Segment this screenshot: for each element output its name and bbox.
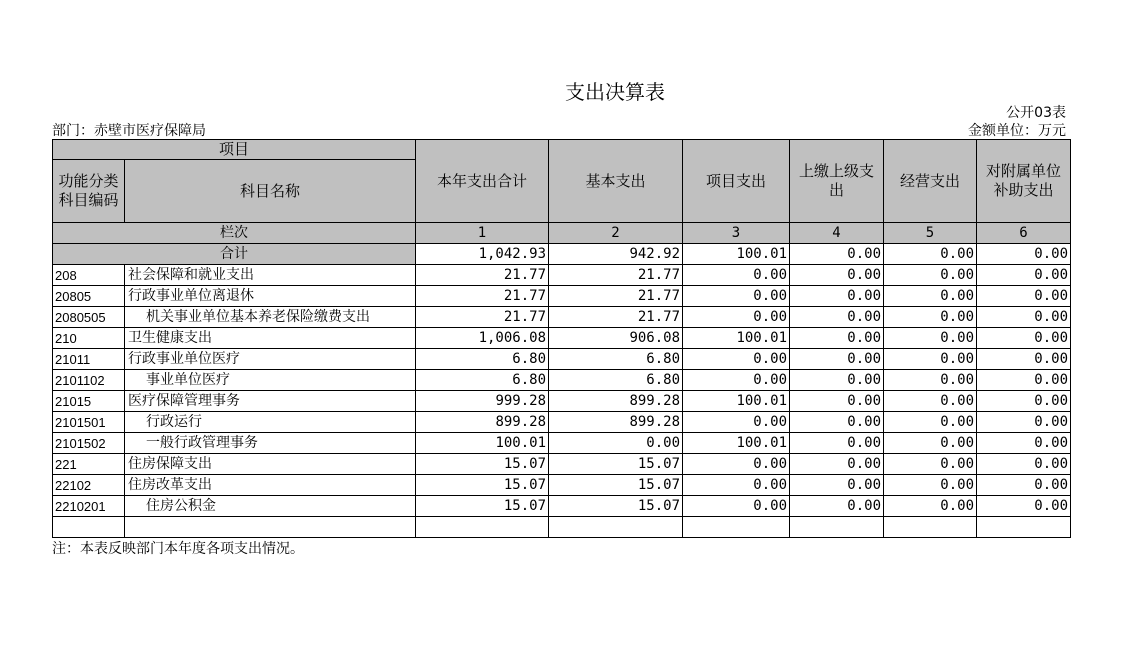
table-row	[53, 496, 1071, 517]
row-value-remit-to-superior: 0.00	[790, 286, 884, 307]
row-value-project-expenditure: 0.00	[683, 265, 790, 286]
row-code: 21015	[53, 391, 125, 412]
row-value-project-expenditure: 0.00	[683, 286, 790, 307]
expenditure-table	[52, 139, 1071, 538]
row-value-total-expenditure: 15.07	[416, 454, 549, 475]
row-value-business-expenditure: 0.00	[884, 496, 977, 517]
table-row	[53, 286, 1071, 307]
row-name: 机关事业单位基本养老保险缴费支出	[125, 307, 416, 328]
row-value-basic-expenditure: 0.00	[549, 433, 683, 454]
total-value-project-expenditure: 100.01	[683, 244, 790, 265]
row-value-subsidy-to-affiliates: 0.00	[977, 433, 1071, 454]
header-project-expenditure: 项目支出	[683, 140, 790, 223]
row-name: 事业单位医疗	[125, 370, 416, 391]
row-code: 2101502	[53, 433, 125, 454]
row-code: 210	[53, 328, 125, 349]
total-row	[53, 244, 1071, 265]
total-value-basic-expenditure: 942.92	[549, 244, 683, 265]
row-value-total-expenditure: 21.77	[416, 265, 549, 286]
total-value-total-expenditure: 1,042.93	[416, 244, 549, 265]
empty-cell	[125, 517, 416, 538]
table-row	[53, 349, 1071, 370]
empty-cell	[977, 517, 1071, 538]
row-value-project-expenditure: 0.00	[683, 412, 790, 433]
table-row	[53, 412, 1071, 433]
row-value-business-expenditure: 0.00	[884, 433, 977, 454]
row-value-basic-expenditure: 899.28	[549, 391, 683, 412]
row-name: 住房改革支出	[125, 475, 416, 496]
row-value-project-expenditure: 0.00	[683, 475, 790, 496]
row-code: 22102	[53, 475, 125, 496]
row-value-remit-to-superior: 0.00	[790, 265, 884, 286]
row-value-business-expenditure: 0.00	[884, 307, 977, 328]
column-index-6: 6	[977, 223, 1071, 244]
row-value-project-expenditure: 100.01	[683, 433, 790, 454]
row-value-remit-to-superior: 0.00	[790, 307, 884, 328]
row-name: 行政事业单位离退休	[125, 286, 416, 307]
table-body	[53, 265, 1071, 517]
row-value-project-expenditure: 100.01	[683, 328, 790, 349]
row-name: 行政事业单位医疗	[125, 349, 416, 370]
header-code-column: 功能分类科目编码	[53, 160, 125, 223]
table-footer	[53, 517, 1071, 538]
table-row	[53, 475, 1071, 496]
row-value-project-expenditure: 0.00	[683, 349, 790, 370]
header-subsidy-to-affiliates: 对附属单位补助支出	[977, 140, 1071, 223]
row-value-basic-expenditure: 6.80	[549, 370, 683, 391]
row-value-remit-to-superior: 0.00	[790, 496, 884, 517]
department-label: 部门：赤壁市医疗保障局	[52, 123, 206, 139]
total-value-remit-to-superior: 0.00	[790, 244, 884, 265]
row-name: 住房公积金	[125, 496, 416, 517]
total-value-business-expenditure: 0.00	[884, 244, 977, 265]
row-value-subsidy-to-affiliates: 0.00	[977, 265, 1071, 286]
row-value-business-expenditure: 0.00	[884, 454, 977, 475]
row-code: 2101102	[53, 370, 125, 391]
row-value-total-expenditure: 899.28	[416, 412, 549, 433]
row-value-remit-to-superior: 0.00	[790, 391, 884, 412]
row-value-project-expenditure: 0.00	[683, 496, 790, 517]
header-item-group: 项目	[53, 140, 416, 160]
table-row	[53, 391, 1071, 412]
row-name: 住房保障支出	[125, 454, 416, 475]
row-value-total-expenditure: 6.80	[416, 349, 549, 370]
empty-cell	[884, 517, 977, 538]
footnote: 注：本表反映部门本年度各项支出情况。	[52, 541, 304, 557]
row-value-remit-to-superior: 0.00	[790, 370, 884, 391]
row-value-business-expenditure: 0.00	[884, 370, 977, 391]
column-index-5: 5	[884, 223, 977, 244]
row-value-basic-expenditure: 6.80	[549, 349, 683, 370]
row-name: 一般行政管理事务	[125, 433, 416, 454]
row-value-basic-expenditure: 21.77	[549, 265, 683, 286]
row-value-remit-to-superior: 0.00	[790, 433, 884, 454]
row-value-total-expenditure: 6.80	[416, 370, 549, 391]
row-value-subsidy-to-affiliates: 0.00	[977, 454, 1071, 475]
row-value-remit-to-superior: 0.00	[790, 349, 884, 370]
row-value-basic-expenditure: 906.08	[549, 328, 683, 349]
table-row	[53, 307, 1071, 328]
row-name: 卫生健康支出	[125, 328, 416, 349]
column-index-1: 1	[416, 223, 549, 244]
column-index-row	[53, 223, 1071, 244]
empty-cell	[683, 517, 790, 538]
row-value-subsidy-to-affiliates: 0.00	[977, 370, 1071, 391]
table-row	[53, 265, 1071, 286]
amount-unit-label: 金额单位：万元	[968, 123, 1066, 139]
header-total-expenditure: 本年支出合计	[416, 140, 549, 223]
column-index-4: 4	[790, 223, 884, 244]
row-code: 2210201	[53, 496, 125, 517]
row-value-basic-expenditure: 15.07	[549, 454, 683, 475]
row-value-total-expenditure: 1,006.08	[416, 328, 549, 349]
row-value-total-expenditure: 21.77	[416, 307, 549, 328]
row-value-business-expenditure: 0.00	[884, 328, 977, 349]
row-value-basic-expenditure: 15.07	[549, 475, 683, 496]
row-value-project-expenditure: 0.00	[683, 307, 790, 328]
row-value-remit-to-superior: 0.00	[790, 412, 884, 433]
header-business-expenditure: 经营支出	[884, 140, 977, 223]
row-code: 21011	[53, 349, 125, 370]
row-code: 2080505	[53, 307, 125, 328]
row-code: 20805	[53, 286, 125, 307]
row-value-business-expenditure: 0.00	[884, 349, 977, 370]
row-value-total-expenditure: 15.07	[416, 496, 549, 517]
empty-cell	[549, 517, 683, 538]
row-value-remit-to-superior: 0.00	[790, 454, 884, 475]
row-value-business-expenditure: 0.00	[884, 265, 977, 286]
row-name: 行政运行	[125, 412, 416, 433]
row-code: 221	[53, 454, 125, 475]
row-value-project-expenditure: 0.00	[683, 370, 790, 391]
row-value-subsidy-to-affiliates: 0.00	[977, 349, 1071, 370]
row-value-basic-expenditure: 21.77	[549, 307, 683, 328]
row-value-business-expenditure: 0.00	[884, 286, 977, 307]
column-index-2: 2	[549, 223, 683, 244]
row-value-business-expenditure: 0.00	[884, 412, 977, 433]
row-value-basic-expenditure: 21.77	[549, 286, 683, 307]
row-value-subsidy-to-affiliates: 0.00	[977, 328, 1071, 349]
header-name-column: 科目名称	[125, 160, 416, 223]
row-value-basic-expenditure: 15.07	[549, 496, 683, 517]
row-value-total-expenditure: 999.28	[416, 391, 549, 412]
row-name: 医疗保障管理事务	[125, 391, 416, 412]
row-code: 2101501	[53, 412, 125, 433]
row-value-basic-expenditure: 899.28	[549, 412, 683, 433]
row-value-subsidy-to-affiliates: 0.00	[977, 391, 1071, 412]
table-row	[53, 454, 1071, 475]
row-value-business-expenditure: 0.00	[884, 391, 977, 412]
row-value-project-expenditure: 100.01	[683, 391, 790, 412]
total-value-subsidy-to-affiliates: 0.00	[977, 244, 1071, 265]
empty-row	[53, 517, 1071, 538]
row-code: 208	[53, 265, 125, 286]
row-name: 社会保障和就业支出	[125, 265, 416, 286]
empty-cell	[416, 517, 549, 538]
empty-cell	[53, 517, 125, 538]
table-row	[53, 328, 1071, 349]
column-index-3: 3	[683, 223, 790, 244]
row-value-remit-to-superior: 0.00	[790, 328, 884, 349]
table-row	[53, 370, 1071, 391]
header-remit-to-superior: 上缴上级支出	[790, 140, 884, 223]
row-value-remit-to-superior: 0.00	[790, 475, 884, 496]
row-value-business-expenditure: 0.00	[884, 475, 977, 496]
row-value-total-expenditure: 100.01	[416, 433, 549, 454]
total-label: 合计	[53, 244, 416, 265]
column-index-label: 栏次	[53, 223, 416, 244]
form-code: 公开03表	[1006, 105, 1066, 121]
row-value-project-expenditure: 0.00	[683, 454, 790, 475]
header-basic-expenditure: 基本支出	[549, 140, 683, 223]
row-value-subsidy-to-affiliates: 0.00	[977, 475, 1071, 496]
empty-cell	[790, 517, 884, 538]
row-value-subsidy-to-affiliates: 0.00	[977, 307, 1071, 328]
table-row	[53, 433, 1071, 454]
page-title: 支出决算表	[565, 80, 665, 104]
row-value-subsidy-to-affiliates: 0.00	[977, 412, 1071, 433]
row-value-subsidy-to-affiliates: 0.00	[977, 286, 1071, 307]
header-row	[53, 140, 1071, 160]
row-value-total-expenditure: 21.77	[416, 286, 549, 307]
row-value-total-expenditure: 15.07	[416, 475, 549, 496]
row-value-subsidy-to-affiliates: 0.00	[977, 496, 1071, 517]
